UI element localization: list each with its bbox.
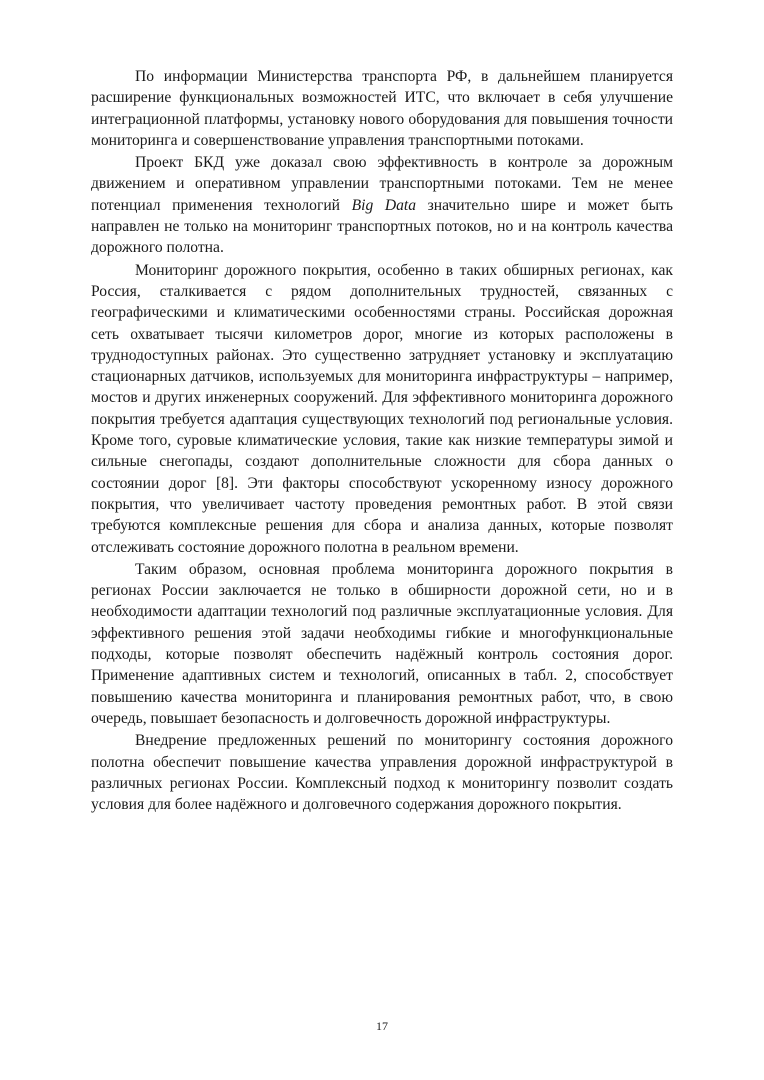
paragraph-2-start: Проект БКД уже доказал свою эффективность в контроле за дорожным движением и оперативном управлении транспортными потоками. Тем не менее потенциал применения технологий bbox=[91, 154, 673, 214]
big-data-term: Big Data bbox=[351, 196, 417, 214]
paragraph-2-end: значительно шире и может быть направлен не только на мониторинг транспортных потоков, но и на контроль качества дорожного полотна. bbox=[91, 196, 673, 257]
paragraph-4: Таким образом, основная проблема мониторинга дорожного покрытия в регионах России заключается не только в обширности дорожной сети, но и в необходимости адаптации технологий под различные эксплуатационные условия. Для эффективного решения этой задачи необходимы гибкие и многофункциональные подходы, которые позволят обеспечить надёжный контроль состояния дорог. Применение адаптивных систем и технологий, описанных в табл. 2, способствует повышению качества мониторинга и планирования ремонтных работ, что, в свою очередь, повышает безопасность и долговечность дорожной инфраструктуры. bbox=[91, 560, 673, 727]
paragraph-5: Внедрение предложенных решений по мониторингу состояния дорожного полотна обеспечит повышение качества управления дорожной инфраструктурой в различных регионах России. Комплексный подход к мониторингу позволит создать условия для более надёжного и долговечного содержания дорожного покрытия. bbox=[91, 732, 673, 814]
body-text bbox=[91, 66, 673, 815]
paragraph-3: Мониторинг дорожного покрытия, особенно в таких обширных регионах, как Россия, сталкивается с рядом дополнительных трудностей, связанных с географическими и климатическими особенностями страны. Российская дорожная сеть охватывает тысячи километров дорог, многие из которых расположены в труднодоступных районах. Это существенно затрудняет установку и эксплуатацию стационарных датчиков, используемых для мониторинга инфраструктуры – например, мостов и других инженерных сооружений. Для эффективного мониторинга дорожного покрытия требуется адаптация существующих технологий под региональные условия. Кроме того, суровые климатические условия, такие как низкие температуры зимой и сильные снегопады, создают дополнительные сложности для сбора данных о состоянии дорог [8]. Эти факторы способствуют ускоренному износу дорожного покрытия, что увеличивает частоту проведения ремонтных работ. В этой связи требуются комплексные решения для сбора и анализа данных, которые позволят отслеживать состояние дорожного полотна в реальном времени. bbox=[91, 261, 673, 556]
page-number: 17 bbox=[376, 1019, 388, 1033]
paragraph-2 bbox=[91, 152, 673, 258]
paragraph-1: По информации Министерства транспорта РФ, в дальнейшем планируется расширение функциональных возможностей ИТС, что включает в себя улучшение интеграционной платформы, установку нового оборудования для повышения точности мониторинга и совершенствование управления транспортными потоками. bbox=[91, 68, 673, 149]
